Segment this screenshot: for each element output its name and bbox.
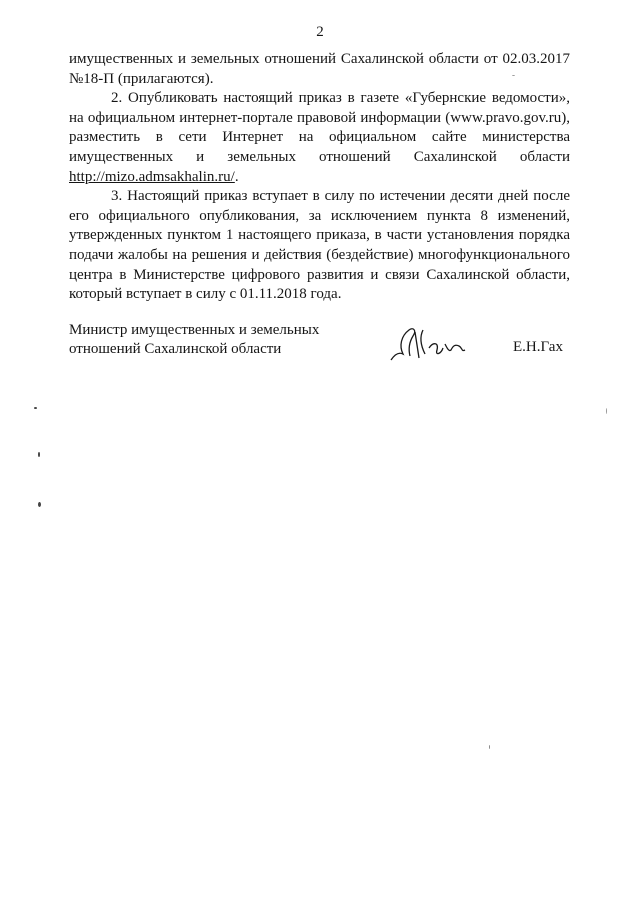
signatory-position [69,321,349,359]
paragraph-2-end: . [234,168,239,185]
signatory-name: Е.Н.Гах [513,339,563,355]
scan-speck [38,502,41,507]
document-body [69,50,570,305]
handwritten-signature [389,324,469,364]
scan-speck [38,452,40,457]
signatory-position-line-2: отношений Сахалинской области [69,341,282,357]
paragraph-2-text: 2. Опубликовать настоящий приказ в газете «Губернские ведомости», на официальном интернет-портале правовой информации (www.pravo.gov.ru), разместить в сети Интернет на официальном сайте министерства имущественных и земельных отношений Сахалинской области [69,90,570,165]
scan-speck [34,407,37,409]
scan-speck [606,408,607,414]
scan-speck [512,75,515,76]
paragraph-2 [69,89,570,187]
signatory-position-line-1: Министр имущественных и земельных [69,322,320,338]
paragraph-1: имущественных и земельных отношений Сахалинской области от 02.03.2017 №18-П (прилагаются). [69,51,570,87]
ministry-website-link[interactable]: http://mizo.admsakhalin.ru/ [69,168,235,185]
signature-block [69,321,589,381]
paragraph-3: 3. Настоящий приказ вступает в силу по истечении десяти дней после его официального опубликования, за исключением пункта 8 изменений, утвержденных пунктом 1 настоящего приказа, в части установления порядка подачи жалобы на решения и действия (бездействие) многофункционального центра в Министерстве цифрового развития и связи Сахалинской области, который вступает в силу с 01.11.2018 года. [69,188,570,303]
page-number: 2 [316,24,324,40]
scan-speck [489,745,490,749]
